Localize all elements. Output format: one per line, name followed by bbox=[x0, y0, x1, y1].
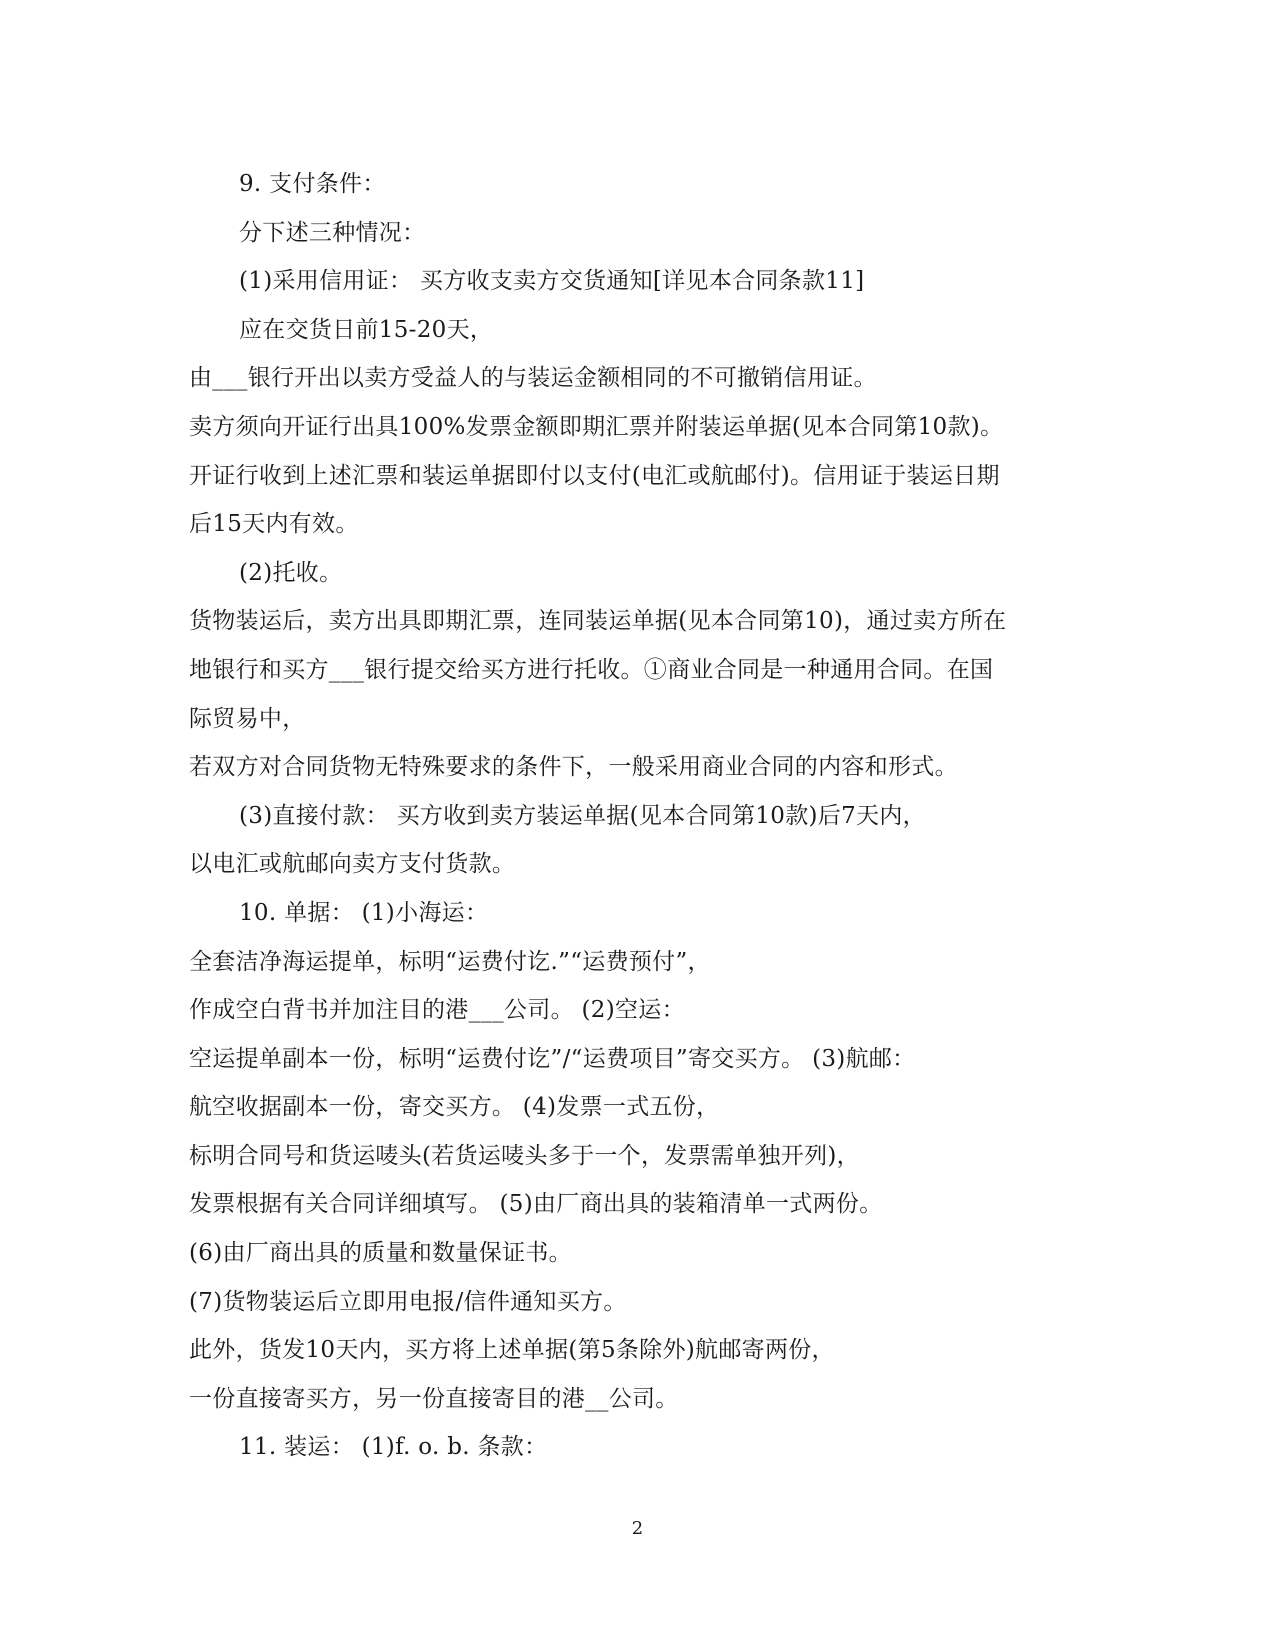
text-line: (2)托收。 bbox=[239, 559, 343, 586]
text-line: 11. 装运： (1)f. o. b. 条款： bbox=[239, 1434, 548, 1461]
text-line: (7)货物装运后立即用电报/信件通知买方。 bbox=[189, 1288, 627, 1315]
page-number: 2 bbox=[631, 1518, 644, 1539]
text-line: (3)直接付款： 买方收到卖方装运单据(见本合同第10款)后7天内， bbox=[239, 802, 926, 829]
text-line: 作成空白背书并加注目的港___公司。 (2)空运： bbox=[189, 997, 685, 1024]
text-line: 卖方须向开证行出具100%发票金额即期汇票并附装运单据(见本合同第10款)。 bbox=[189, 413, 1004, 440]
text-line: 地银行和买方___银行提交给买方进行托收。①商业合同是一种通用合同。在国 bbox=[189, 656, 994, 683]
text-line: (6)由厂商出具的质量和数量保证书。 bbox=[189, 1240, 572, 1267]
text-line: 货物装运后，卖方出具即期汇票，连同装运单据(见本合同第10)，通过卖方所在 bbox=[189, 608, 1007, 635]
text-line: 应在交货日前15-20天， bbox=[239, 316, 494, 343]
text-line: 标明合同号和货运唛头(若货运唛头多于一个，发票需单独开列)， bbox=[189, 1142, 860, 1169]
text-line: 一份直接寄买方，另一份直接寄目的港__公司。 bbox=[189, 1385, 679, 1412]
text-line: 全套洁净海运提单，标明“运费付讫.”“运费预付”， bbox=[189, 948, 711, 975]
text-line: 若双方对合同货物无特殊要求的条件下，一般采用商业合同的内容和形式。 bbox=[189, 754, 958, 781]
text-line: 由___银行开出以卖方受益人的与装运金额相同的不可撤销信用证。 bbox=[189, 365, 877, 392]
text-line: 10. 单据： (1)小海运： bbox=[239, 899, 489, 926]
text-line: 发票根据有关合同详细填写。 (5)由厂商出具的装箱清单一式两份。 bbox=[189, 1191, 883, 1218]
text-line: 际贸易中， bbox=[189, 705, 306, 732]
document-body bbox=[189, 160, 1089, 1472]
text-line: 以电汇或航邮向卖方支付货款。 bbox=[189, 851, 516, 878]
text-line: 航空收据副本一份，寄交买方。 (4)发票一式五份， bbox=[189, 1094, 720, 1121]
text-line: 空运提单副本一份，标明“运费付讫”/“运费项目”寄交买方。 (3)航邮： bbox=[189, 1045, 916, 1072]
text-line: 开证行收到上述汇票和装运单据即付以支付(电汇或航邮付)。信用证于装运日期 bbox=[189, 462, 1000, 489]
text-line: (1)采用信用证： 买方收支卖方交货通知[详见本合同条款11] bbox=[239, 268, 865, 295]
text-line: 此外，货发10天内，买方将上述单据(第5条除外)航邮寄两份， bbox=[189, 1337, 835, 1364]
text-line: 9. 支付条件： bbox=[239, 171, 386, 197]
text-line: 后15天内有效。 bbox=[189, 511, 359, 538]
text-line: 分下述三种情况： bbox=[239, 219, 426, 246]
